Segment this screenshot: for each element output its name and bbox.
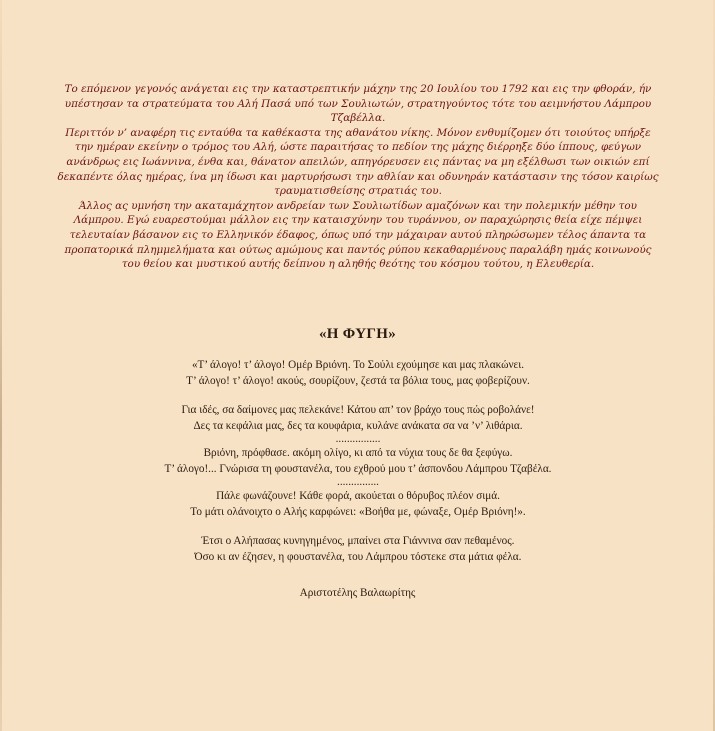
poem-line: «Τ’ άλογο! τ’ άλογο! Ομέρ Βριόνη. Το Σούλι εχούμησε και μας πλακώνει.: [191, 359, 525, 371]
poem-line: Τ’ άλογο!... Γνώρισα τη φουστανέλα, του εχθρού μου τ’ άσπονδου Λάμπρου Τζαβέλα.: [164, 463, 552, 475]
intro-paragraph-2: Περιττόν ν’ αναφέρη τις ενταύθα τα καθέκαστα της αθανάτου νίκης. Μόνον ενθυμίζομεν ότι τοιούτος υπήρξε την ημέραν εκείνην ο τρόμος του Αλή, ώστε παραιτήσας το πεδίον της μάχης διέρρηξε δύο ίππους, φεύγων ανάνδρως εις Ιωάννινα, ένθα και, θάνατον απειλών, απηγόρευσεν εις πάντας να μη εξέλθωσι των οικιών επί δεκαπέντε όλας ημέρας, ίνα μη ίδωσι και μαρτυρήσωσι την αθλίαν και οδυνηράν κατάστασιν της τόσον καιρίως τραυματισθείσης στρατιάς του.: [57, 126, 659, 198]
poem-line: Τ’ άλογο! τ’ άλογο! ακούς, σουρίζουν, ζεστά τα βόλια τους, μας φοβερίζουν.: [186, 375, 530, 387]
poem-line: Για ιδές, σα δαίμονες μας πελεκάνε! Κάτου απ’ τον βράχο τους πώς ροβολάνε!: [181, 404, 535, 416]
poem-stanza-1: [60, 357, 656, 389]
stanza-spacer: [60, 520, 656, 533]
poem-line: Βριόνη, πρόφθασε. ακόμη ολίγο, κι από τα νύχια τους δε θα ξεφύγω.: [203, 447, 513, 459]
intro-paragraph-1: Το επόμενον γεγονός ανάγεται εις την καταστρεπτικήν μάχην της 20 Ιουλίου του 1792 και εις την φθοράν, ήν υπέστησαν τα στρατεύματα του Αλή Πασά υπό των Σουλιωτών, στρατηγούντος τότε του αειμνήστου Λάμπρου Τζαβέλλα.: [64, 83, 652, 125]
poem-author: Αριστοτέλης Βαλαωρίτης: [299, 587, 416, 599]
page-edge-left: [0, 0, 2, 731]
poem-line: Πάλε φωνάζουνε! Κάθε φορά, ακούεται ο θόρυβος πλέον σιμά.: [216, 490, 500, 502]
poem-stanza-4: [60, 488, 656, 520]
poem-line: Δες τα κεφάλια μας, δες τα κουφάρια, κυλάνε ανάκατα σα να ’ν’ λιθάρια.: [193, 420, 523, 432]
poem-body: [60, 357, 656, 565]
intro-paragraph-3: Άλλος ας υμνήση την ακαταμάχητον ανδρείαν των Σουλιωτίδων αμαζόνων και την πολεμικήν μέθην του Λάμπρου. Εγώ ευαρεστούμαι μάλλον εις την καταισχύνην του τυράννου, ον παραχώρησις θεία είχε πέμψει τελευταίαν βάσανον εις το Ελληνικόν έδαφος, όπως υπό την μάχαιραν αυτού πληρώσωμεν τέλος άπαντα τα προπατορικά πλημμελήματα και ούτως αμώμους και παντός ρύπου κεκαθαρμένους παραλάβη ημάς κοινωνούς του θείου και μυστικού αυτής δείπνου η αληθής θεότης του κόσμου τούτου, η Ελευθερία.: [64, 199, 652, 271]
poem-stanza-3: [60, 445, 656, 477]
poem-stanza-2: [60, 402, 656, 434]
poem-title: «Η ΦΥΓΗ»: [318, 326, 397, 342]
poem-line: Όσο κι αν έζησεν, η φουστανέλα, του Λάμπρου τόστεκε στα μάτια φέλα.: [194, 551, 522, 563]
poem-ellipsis-divider: ...............: [337, 476, 379, 488]
intro-text: [56, 82, 660, 272]
poem-ellipsis-divider: ................: [335, 433, 381, 445]
poem-line: Έτσι ο Αλήπασας κυνηγημένος, μπαίνει στα Γιάννινα σαν πεθαμένος.: [201, 535, 515, 547]
poem-stanza-5: [60, 533, 656, 565]
poem-line: Το μάτι ολάνοιχτο ο Αλής καρφώνει: «Βοήθα με, φώναξε, Ομέρ Βριόνη!».: [190, 506, 526, 518]
stanza-spacer: [60, 389, 656, 402]
